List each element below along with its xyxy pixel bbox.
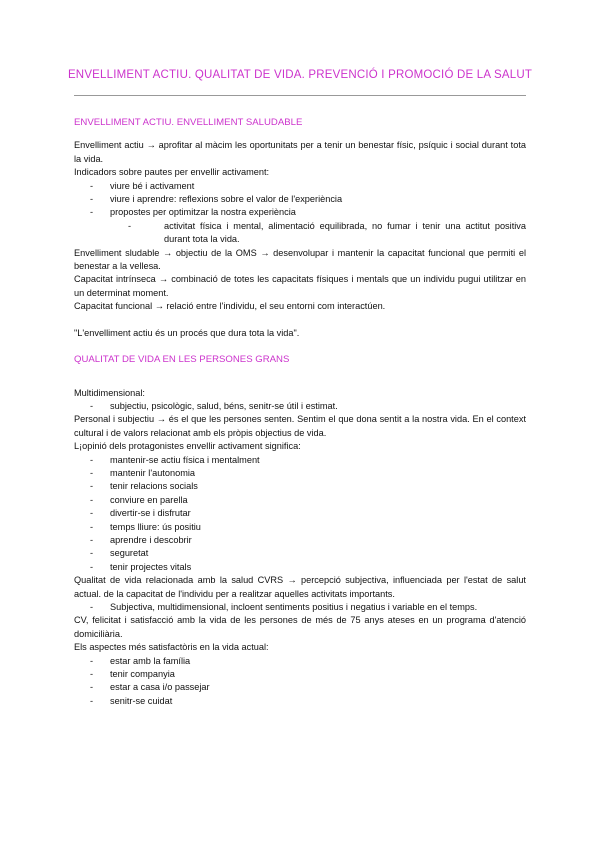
paragraph: Els aspectes més satisfactòris en la vida actual: (74, 642, 269, 653)
paragraph: L¡opinió dels protagonistes envellir activament significa: (74, 441, 301, 452)
paragraph: Multidimensional: (74, 387, 145, 398)
protagonists-list (74, 454, 526, 575)
list-item: - mantenir l'autonomia (74, 467, 526, 480)
list-item: - viure i aprendre: reflexions sobre el valor de l'experiència (74, 193, 526, 206)
list-item: - estar amb la família (74, 655, 526, 668)
list-item: - conviure en parella (74, 494, 526, 507)
list-item: - propostes per optimitzar la nostra experiència (74, 206, 526, 219)
multidimensional-list (74, 400, 526, 413)
list-item: - estar a casa i/o passejar (74, 681, 526, 694)
list-item: - tenir relacions socials (74, 480, 526, 493)
indicators-sublist (74, 220, 526, 247)
paragraph: Envelliment sludable → objectiu de la OMS → desenvolupar i mantenir la capacitat funcional que permiti el benestar a la vellesa. (74, 247, 526, 272)
section-heading-envelliment: ENVELLIMENT ACTIU. ENVELLIMENT SALUDABLE (74, 117, 303, 128)
list-item: - viure bé i activament (74, 180, 526, 193)
list-item: - subjectiu, psicològic, salud, béns, senitr-se útil i estimat. (74, 400, 526, 413)
section-heading-qualitat: QUALITAT DE VIDA EN LES PERSONES GRANS (74, 354, 290, 366)
list-item: - divertir-se i disfrutar (74, 507, 526, 520)
paragraph: Qualitat de vida relacionada amb la salud CVRS → percepció subjectiva, influenciada per l'estat de salut actual. de la capacitat de l'individu per a realitzar aquelles activitats importants. (74, 575, 526, 599)
list-item: - seguretat (74, 547, 526, 560)
list-item: - mantenir-se actiu física i mentalment (74, 454, 526, 467)
list-item: - senitr-se cuidat (74, 695, 526, 708)
list-item: - tenir companyia (74, 668, 526, 681)
list-item: - tenir projectes vitals (74, 561, 526, 574)
title-divider (74, 95, 526, 96)
document-body (74, 116, 526, 708)
paragraph: Capacitat intrínseca → combinació de totes les capacitats físiques i mentals que un individu pugui utilitzar en un determinat moment. (74, 274, 526, 298)
list-item: - activitat física i mental, alimentació equilibrada, no fumar i tenir una actitut positiva durant tota la vida. (74, 220, 526, 247)
satisfaction-list (74, 655, 526, 709)
quote: "L'envelliment actiu és un procés que dura tota la vida". (74, 327, 300, 338)
list-item: - temps lliure: ús positiu (74, 521, 526, 534)
paragraph: Capacitat funcional → relació entre l'individu, el seu entorni com interactúen. (74, 301, 386, 312)
paragraph: Personal i subjectiu → és el que les persones senten. Sentim el que dona sentit a la nostra vida. En el context cultural i de valors relacionat amb els pròpis objectius de vida. (74, 414, 526, 438)
indicators-list (74, 180, 526, 220)
document-title: ENVELLIMENT ACTIU. QUALITAT DE VIDA. PREVENCIÓ I PROMOCIÓ DE LA SALUT (67, 69, 533, 81)
paragraph: CV, felicitat i satisfacció amb la vida de les persones de més de 75 anys ateses en un programa d'atenció domiciliària. (74, 615, 526, 639)
cvrs-list (74, 601, 526, 614)
paragraph: Envelliment actiu → aprofitar al màcim les oportunitats per a tenir un benestar físic, psíquic i social durant tota la vida. (74, 140, 526, 164)
paragraph: Indicadors sobre pautes per envellir activament: (74, 167, 270, 178)
list-item: - aprendre i descobrir (74, 534, 526, 547)
list-item: - Subjectiva, multidimensional, incloent sentiments positius i negatius i variable en el temps. (74, 601, 526, 614)
